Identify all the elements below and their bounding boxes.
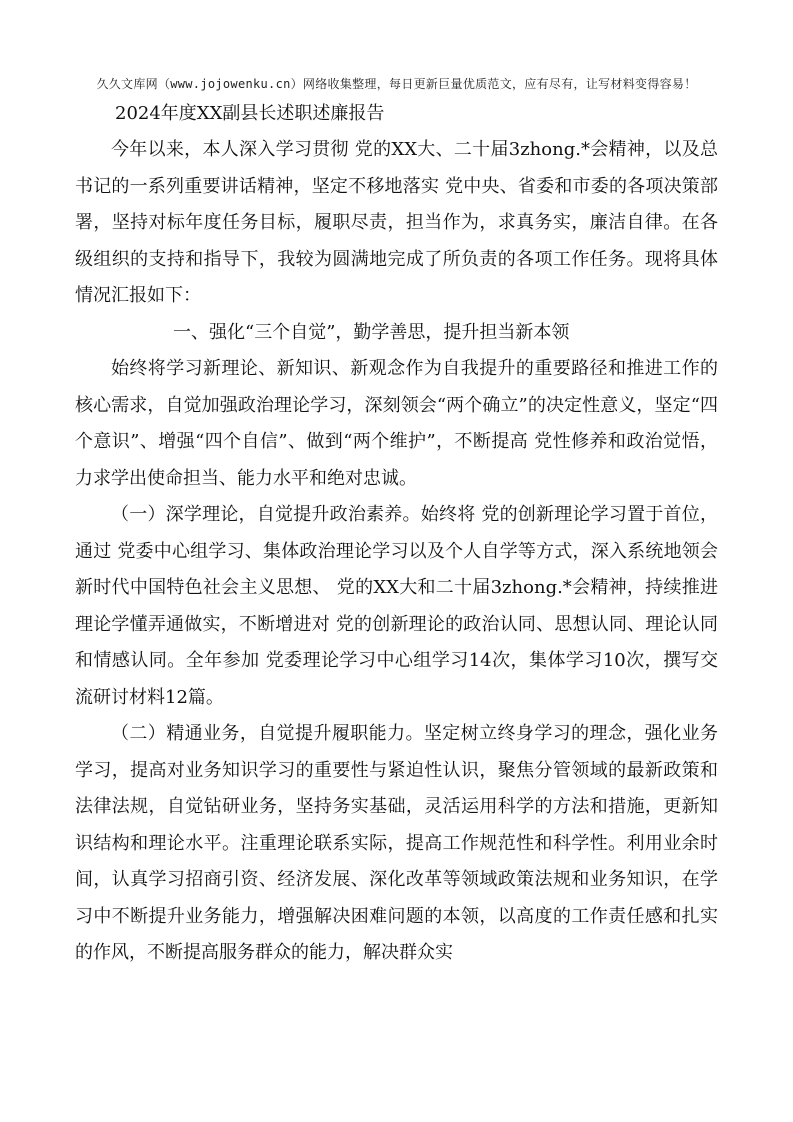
header-note: 久久文库网（www.jojowenku.cn）网络收集整理，每日更新巨量优质范文，应有尽有，让写材料变得容易！ <box>96 77 697 91</box>
intro-paragraph: 今年以来，本人深入学习贯彻 党的XX大、二十届3zhong.*会精神，以及总书记的一系列重要讲话精神，坚定不移地落实 党中央、省委和市委的各项决策部署，坚持对标年度任务目标，履职尽责，担当作为，求真务实，廉洁自律。在各级组织的支持和指导下，我较为圆满地完成了所负责的各项工作任务。现将具体情况汇报如下： <box>75 139 718 306</box>
section1-intro-paragraph: 始终将学习新理论、新知识、新观念作为自我提升的重要路径和推进工作的核心需求，自觉加强政治理论学习，深刻领会“两个确立”的决定性意义，坚定“四个意识”、增强“四个自信”、做到“两个维护”，不断提高 党性修养和政治觉悟，力求学出使命担当、能力水平和绝对忠诚。 <box>75 358 718 489</box>
item-1-paragraph: （一）深学理论，自觉提升政治素养。始终将 党的创新理论学习置于首位，通过 党委中心组学习、集体政治理论学习以及个人自学等方式，深入系统地领会新时代中国特色社会主义思想、 党的XX大和二十届3zhong.*会精神，持续推进理论学懂弄通做实，不断增进对 党的创新理论的政治认同、思想认同、理论认同和情感认同。全年参加 党委理论学习中心组学习14次，集体学习10次，撰写交流研讨材料12篇。 <box>75 504 718 708</box>
document-body <box>75 100 718 972</box>
item-2-paragraph: （二）精通业务，自觉提升履职能力。坚定树立终身学习的理念，强化业务学习，提高对业务知识学习的重要性与紧迫性认识，聚焦分管领域的最新政策和法律法规，自觉钻研业务，坚持务实基础，灵活运用科学的方法和措施，更新知识结构和理论水平。注重理论联系实际，提高工作规范性和科学性。利用业余时间，认真学习招商引资、经济发展、深化改革等领域政策法规和业务知识，在学习中不断提升业务能力，增强解决困难问题的本领，以高度的工作责任感和扎实的作风，不断提高服务群众的能力，解决群众实 <box>75 723 718 963</box>
section-heading-1: 一、强化“三个自觉”，勤学善思，提升担当新本领 <box>173 321 570 343</box>
document-title: 2024年度XX副县长述职述廉报告 <box>115 103 385 124</box>
